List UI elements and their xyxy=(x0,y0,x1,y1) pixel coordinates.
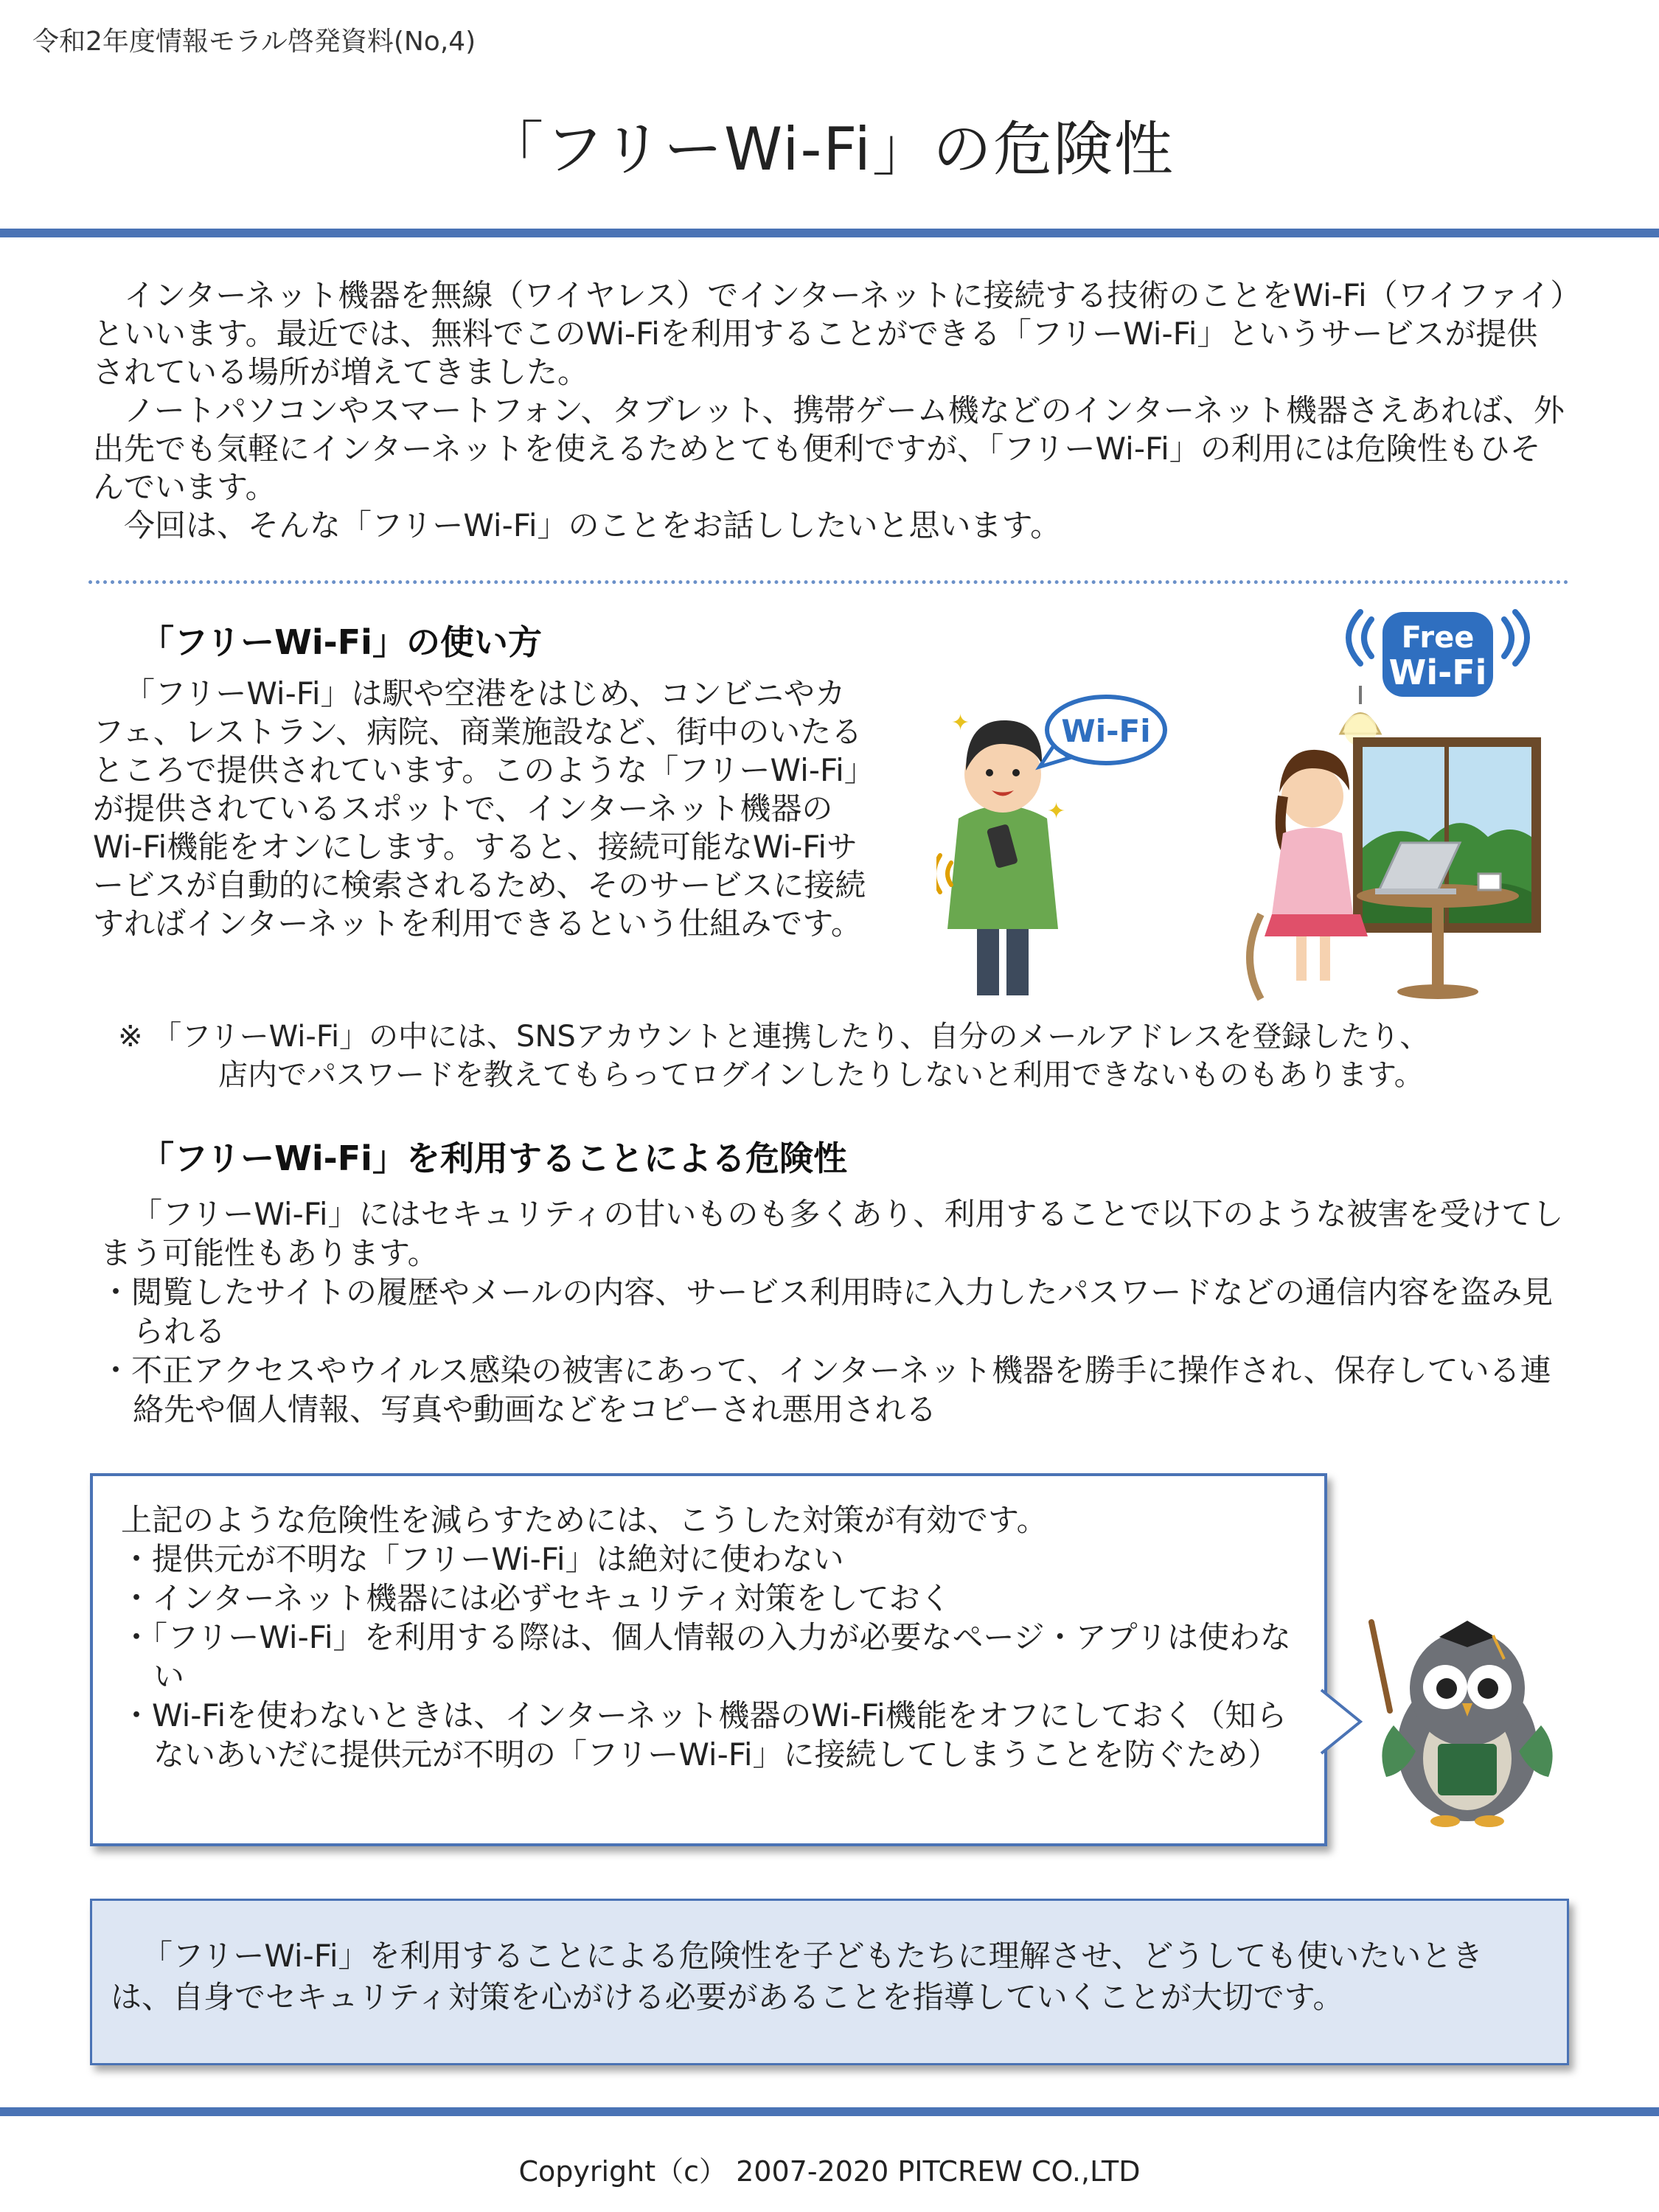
danger-bullet: ・閲覧したサイトの履歴やメールの内容、サービス利用時に入力したパスワードなどの通信内容を盗み見られる xyxy=(100,1274,1554,1349)
dotted-divider xyxy=(88,580,1569,584)
countermeasure-item: ・「フリーWi-Fi」を利用する際は、個人情報の入力が必要なページ・アプリは使わない xyxy=(121,1619,1292,1694)
intro-section xyxy=(93,276,1568,545)
intro-paragraph: インターネット機器を無線（ワイヤレス）でインターネットに接続する技術のことをWi-Fi（ワイファイ）といいます。最近では、無料でこのWi-Fiを利用することができる「フリーWi-Fi」というサービスが提供されている場所が増えてきました。 xyxy=(93,277,1566,390)
danger-bullet: ・不正アクセスやウイルス感染の被害にあって、インターネット機器を勝手に操作され、保存している連絡先や個人情報、写真や動画などをコピーされ悪用される xyxy=(100,1352,1551,1427)
copyright: Copyright（c） 2007-2020 PITCREW CO.,LTD xyxy=(518,2155,1141,2188)
free-wifi-illustration xyxy=(936,605,1578,1003)
free-wifi-badge-icon xyxy=(1349,612,1527,697)
section-heading-danger: 「フリーWi-Fi」を利用することによる危険性 xyxy=(140,1138,847,1178)
usage-note-line: 店内でパスワードを教えてもらってログインしたりしないと利用できないものもあります。 xyxy=(218,1058,1424,1092)
danger-intro: 「フリーWi-Fi」にはセキュリティの甘いものも多くあり、利用することで以下のような被害を受けてしまう可能性もあります。 xyxy=(100,1196,1564,1271)
countermeasure-lead: 上記のような危険性を減らすためには、こうした対策が有効です。 xyxy=(121,1502,1048,1538)
countermeasure-list xyxy=(121,1500,1315,1774)
bubble-text: Wi-Fi xyxy=(1061,713,1151,749)
woman-icon xyxy=(1250,750,1368,999)
usage-note xyxy=(118,1018,1563,1094)
page-title: 「フリーWi-Fi」の危険性 xyxy=(484,115,1175,184)
section-heading-usage: 「フリーWi-Fi」の使い方 xyxy=(140,622,542,662)
summary xyxy=(111,1935,1541,2018)
intro-paragraph: 今回は、そんな「フリーWi-Fi」のことをお話ししたいと思います。 xyxy=(124,507,1062,543)
usage-note-line: ※ 「フリーWi-Fi」の中には、SNSアカウントと連携したり、自分のメールアドレスを登録したり、 xyxy=(118,1020,1430,1054)
countermeasure-item: ・提供元が不明な「フリーWi-Fi」は絶対に使わない xyxy=(121,1541,844,1577)
lamp-icon xyxy=(1340,686,1380,746)
top-divider xyxy=(0,229,1659,237)
summary-text: 「フリーWi-Fi」を利用することによる危険性を子どもたちに理解させ、どうしても使いたいときは、自身でセキュリティ対策を心がける必要があることを指導していくことが大切です。 xyxy=(111,1938,1484,2015)
man-icon xyxy=(936,710,1065,995)
free-badge-line1: Free xyxy=(1401,621,1475,655)
series-label: 令和2年度情報モラル啓発資料(No,4) xyxy=(32,27,476,57)
intro-paragraph: ノートパソコンやスマートフォン、タブレット、携帯ゲーム機などのインターネット機器さえあれば、外出先でも気軽にインターネットを使えるためとても便利ですが、「フリーWi-Fi」の利用には危険性もひそんでいます。 xyxy=(93,392,1565,505)
usage-body xyxy=(93,675,874,943)
svg-text:✦: ✦ xyxy=(951,710,970,736)
danger-section xyxy=(100,1194,1575,1429)
owl-teacher-icon xyxy=(1357,1600,1571,1829)
free-badge-line2: Wi-Fi xyxy=(1388,653,1487,692)
countermeasure-item: ・Wi-Fiを使わないときは、インターネット機器のWi-Fi機能をオフにしておく（知らないあいだに提供元が不明の「フリーWi-Fi」に接続してしまうことを防ぐため） xyxy=(121,1697,1287,1773)
usage-paragraph: 「フリーWi-Fi」は駅や空港をはじめ、コンビニやカフェ、レストラン、病院、商業施設など、街中のいたるところで提供されています。このような「フリーWi-Fi」が提供されているスポットで、インターネット機器のWi-Fi機能をオンにします。すると、接続可能なWi-Fiサービスが自動的に検索されるため、そのサービスに接続すればインターネットを利用できるという仕組みです。 xyxy=(93,675,866,942)
countermeasure-item: ・インターネット機器には必ずセキュリティ対策をしておく xyxy=(121,1580,951,1616)
bottom-divider xyxy=(0,2107,1659,2116)
svg-text:✦: ✦ xyxy=(1047,799,1066,824)
wifi-speech-bubble xyxy=(1040,697,1165,767)
